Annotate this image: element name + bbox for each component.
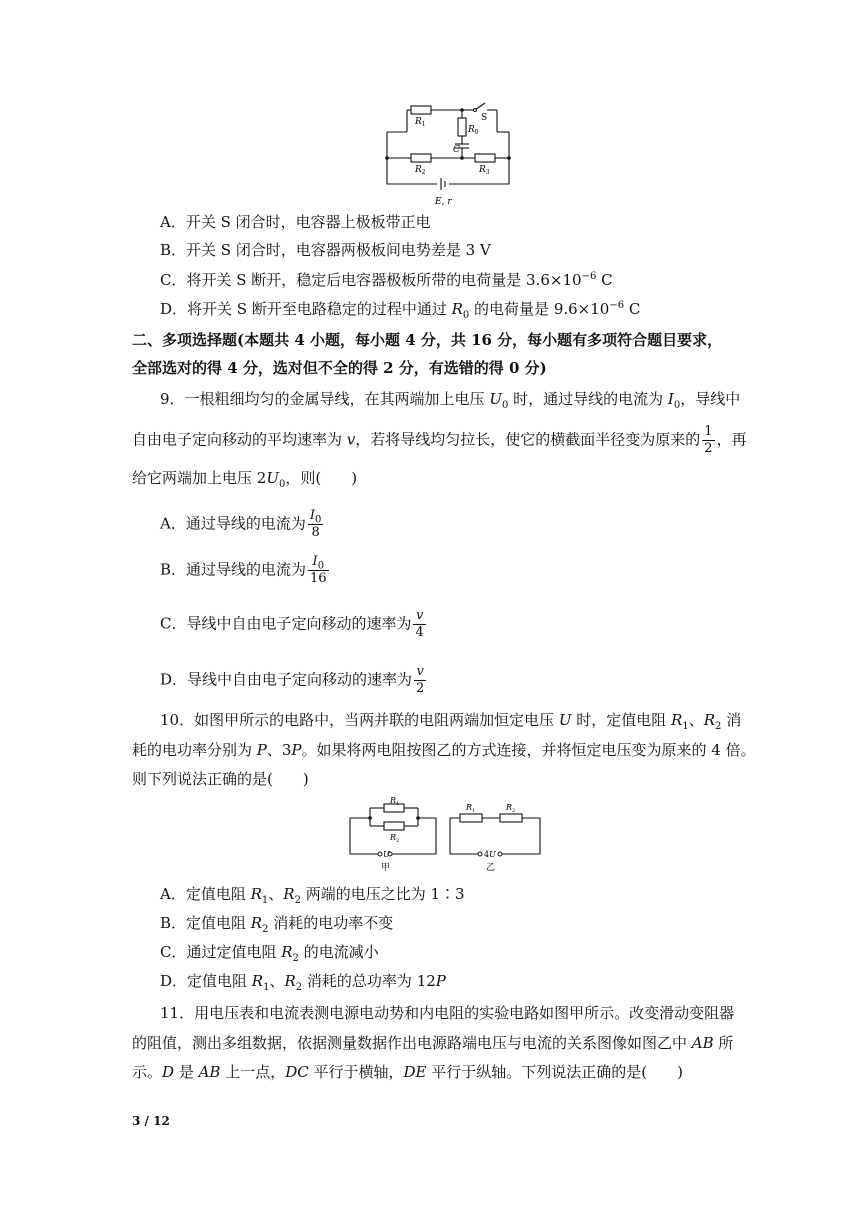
q10-line1: 10．如图甲所示的电路中，当两并联的电阻两端加恒定电压 U 时，定值电阻 $R_1$、$R_2$ 消: [160, 711, 742, 732]
resistor-r3: [475, 154, 495, 162]
q9-option-c: C．导线中自由电子定向移动的速率为 $\frac{v}{4}$: [160, 608, 424, 640]
section-title-line1: 二、多项选择题(本题共 4 小题，每小题 4 分，共 16 分，每小题有多项符合题目要求，: [132, 331, 723, 349]
page-number: 3 / 12: [132, 1114, 170, 1128]
label-yi: 乙: [486, 863, 496, 873]
q9-line3: 给它两端加上电压 $2U_0$，则( ): [132, 469, 358, 490]
q9-line2: 自由电子定向移动的平均速率为 v，若将导线均匀拉长，使它的横截面半径变为原来的 $\frac{1}{2}$ ，再: [132, 424, 747, 456]
q10-line2: 耗的电功率分别为 P、3P。如果将两电阻按图乙的方式连接，并将恒定电压变为原来的 4 倍。: [132, 741, 756, 759]
label-jia-u: U: [383, 850, 390, 859]
label-yi-r2: $R_2$: [506, 803, 516, 814]
resistor-r1: [411, 106, 431, 114]
resistor-r1-yi: [460, 814, 482, 822]
label-jia-r1: $R_1$: [390, 796, 400, 807]
label-jia-r2: $R_2$: [390, 833, 400, 844]
circuit-diagram-capacitor: [375, 98, 525, 210]
label-jia: 甲: [381, 863, 391, 873]
label-s: S: [481, 113, 488, 123]
label-c: C: [453, 145, 460, 155]
resistor-r0: [458, 118, 466, 136]
label-r0: $R_0$: [468, 125, 479, 136]
q8-option-a: A．开关 S 闭合时，电容器上极板带正电: [160, 213, 431, 231]
resistor-r2-yi: [500, 814, 522, 822]
q10-option-b: B．定值电阻 $R_2$ 消耗的电功率不变: [160, 914, 394, 935]
q9-option-b: B．通过导线的电流为 $\frac{I_0}{16}$: [160, 554, 327, 586]
section-title-line2: 全部选对的得 4 分，选对但不全的得 2 分，有选错的得 0 分): [132, 359, 547, 377]
q8-option-d: D．将开关 S 断开至电路稳定的过程中通过 $R_0$ 的电荷量是 $9.6\times 10^{-6}$ C: [160, 300, 641, 321]
q10-line3: 则下列说法正确的是( ): [132, 770, 309, 788]
q11-line3: 示。D 是 AB 上一点，DC 平行于横轴，DE 平行于纵轴。下列说法正确的是( ): [132, 1063, 683, 1081]
circuit-diagram-parallel-series: [340, 796, 550, 874]
q8-option-c: C．将开关 S 断开，稳定后电容器极板所带的电荷量是 $3.6\times 10^{-6}$ C: [160, 271, 613, 289]
q11-line1: 11．用电压表和电流表测电源电动势和内电阻的实验电路如图甲所示。改变滑动变阻器: [160, 1004, 735, 1022]
resistor-r1-jia: [384, 804, 404, 812]
q8-option-b: B．开关 S 闭合时，电容器两极板间电势差是 3 V: [160, 241, 491, 259]
fraction-one-half: $\frac{1}{2}$: [704, 424, 713, 456]
q9-option-a: A．通过导线的电流为 $\frac{I_0}{8}$: [160, 508, 322, 540]
label-r2: $R_2$: [415, 165, 426, 176]
label-yi-4u: 4U: [484, 850, 496, 859]
q9-line1: 9．一根粗细均匀的金属导线，在其两端加上电压 $U_0$ 时，通过导线的电流为 $I_0$，导线中: [160, 390, 741, 411]
q11-line2: 的阻值，测出多组数据，依据测量数据作出电源路端电压与电流的关系图像如图乙中 AB 所: [132, 1034, 734, 1052]
q10-option-d: D．定值电阻 $R_1$、$R_2$ 消耗的总功率为 12P: [160, 972, 446, 993]
label-r1: $R_1$: [415, 117, 426, 128]
q10-option-a: A．定值电阻 $R_1$、$R_2$ 两端的电压之比为 1∶3: [160, 885, 465, 906]
label-yi-r1: $R_1$: [466, 803, 476, 814]
label-e-r: E, r: [435, 197, 452, 207]
q10-option-c: C．通过定值电阻 $R_2$ 的电流减小: [160, 943, 379, 964]
label-r3: $R_3$: [479, 165, 490, 176]
resistor-r2: [411, 154, 431, 162]
q9-option-d: D．导线中自由电子定向移动的速率为 $\frac{v}{2}$: [160, 664, 425, 696]
resistor-r2-jia: [384, 822, 404, 830]
